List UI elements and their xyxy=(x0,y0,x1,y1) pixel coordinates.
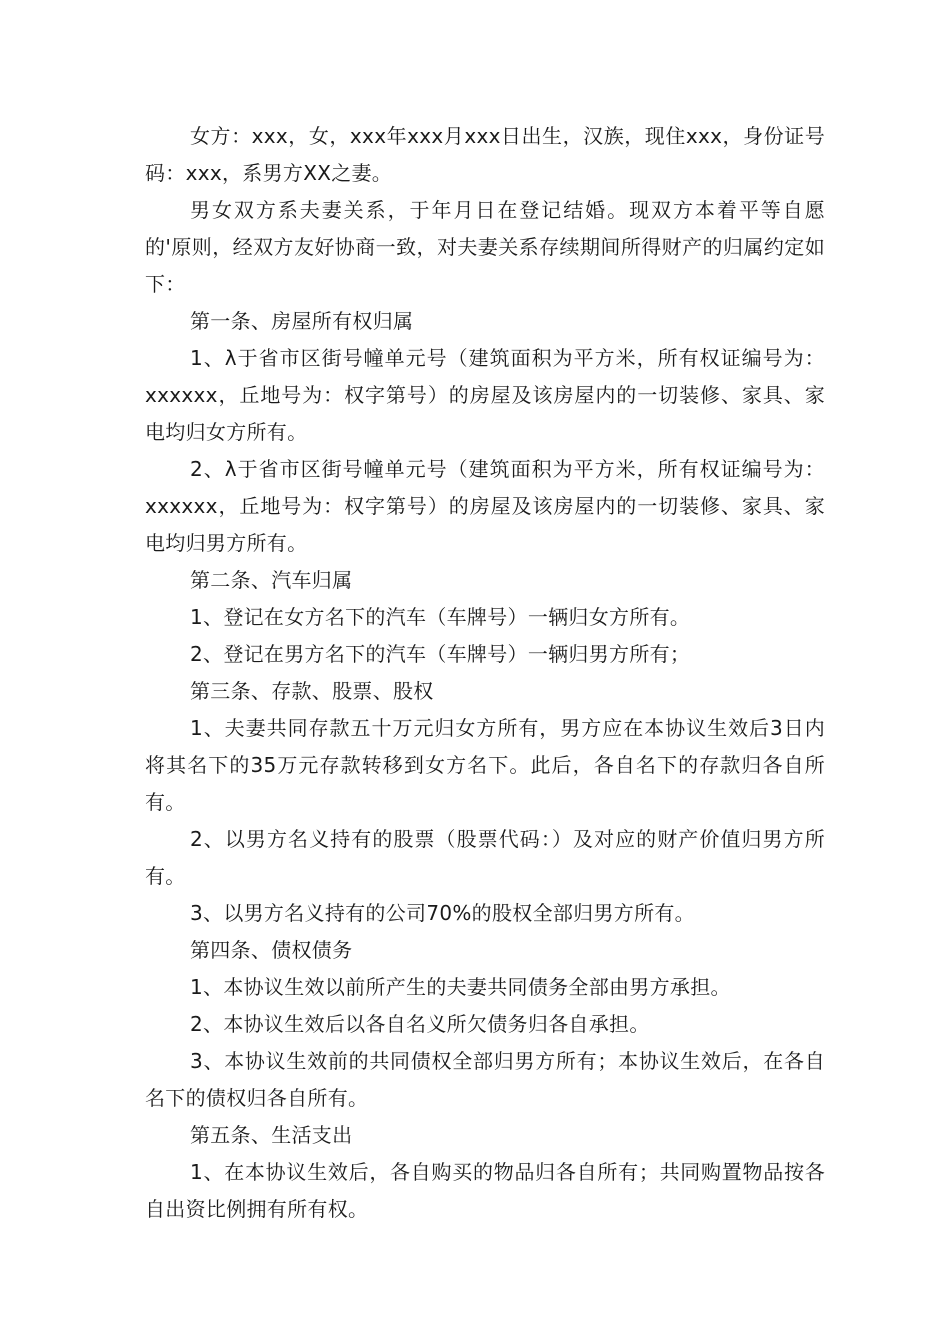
article-4-clause-2: 2、本协议生效后以各自名义所欠债务归各自承担。 xyxy=(190,1012,650,1036)
article-3-clause-2: 2、以男方名义持有的股票（股票代码：）及对应的财产价值归男方所有。 xyxy=(145,827,825,888)
document-body xyxy=(145,118,825,1228)
article-2-heading: 第二条、汽车归属 xyxy=(190,568,353,592)
article-3-clause-3: 3、以男方名义持有的公司70%的股权全部归男方所有。 xyxy=(190,901,695,925)
article-4-clause-3: 3、本协议生效前的共同债权全部归男方所有；本协议生效后，在各自名下的债权归各自所有。 xyxy=(145,1049,825,1110)
article-4-heading: 第四条、债权债务 xyxy=(190,938,353,962)
article-3-heading: 第三条、存款、股票、股权 xyxy=(190,679,434,703)
article-5-heading: 第五条、生活支出 xyxy=(190,1123,353,1147)
paragraph-preamble: 男女双方系夫妻关系，于年月日在登记结婚。现双方本着平等自愿的'原则，经双方友好协商一致，对夫妻关系存续期间所得财产的归属约定如下： xyxy=(145,198,825,296)
article-2-clause-2: 2、登记在男方名下的汽车（车牌号）一辆归男方所有； xyxy=(190,642,691,666)
article-1-clause-2: 2、λ于省市区街号幢单元号（建筑面积为平方米，所有权证编号为：xxxxxx，丘地号为：权字第号）的房屋及该房屋内的一切装修、家具、家电均归男方所有。 xyxy=(145,457,825,555)
article-5-clause-1: 1、在本协议生效后，各自购买的物品归各自所有；共同购置物品按各自出资比例拥有所有权。 xyxy=(145,1160,825,1221)
paragraph-wife-info: 女方：xxx，女，xxx年xxx月xxx日出生，汉族，现住xxx，身份证号码：xxx，系男方XX之妻。 xyxy=(145,124,825,185)
article-3-clause-1: 1、夫妻共同存款五十万元归女方所有，男方应在本协议生效后3日内将其名下的35万元存款转移到女方名下。此后，各自名下的存款归各自所有。 xyxy=(145,716,825,814)
article-4-clause-1: 1、本协议生效以前所产生的夫妻共同债务全部由男方承担。 xyxy=(190,975,731,999)
article-1-heading: 第一条、房屋所有权归属 xyxy=(190,309,414,333)
article-2-clause-1: 1、登记在女方名下的汽车（车牌号）一辆归女方所有。 xyxy=(190,605,691,629)
article-1-clause-1: 1、λ于省市区街号幢单元号（建筑面积为平方米，所有权证编号为：xxxxxx，丘地号为：权字第号）的房屋及该房屋内的一切装修、家具、家电均归女方所有。 xyxy=(145,346,825,444)
